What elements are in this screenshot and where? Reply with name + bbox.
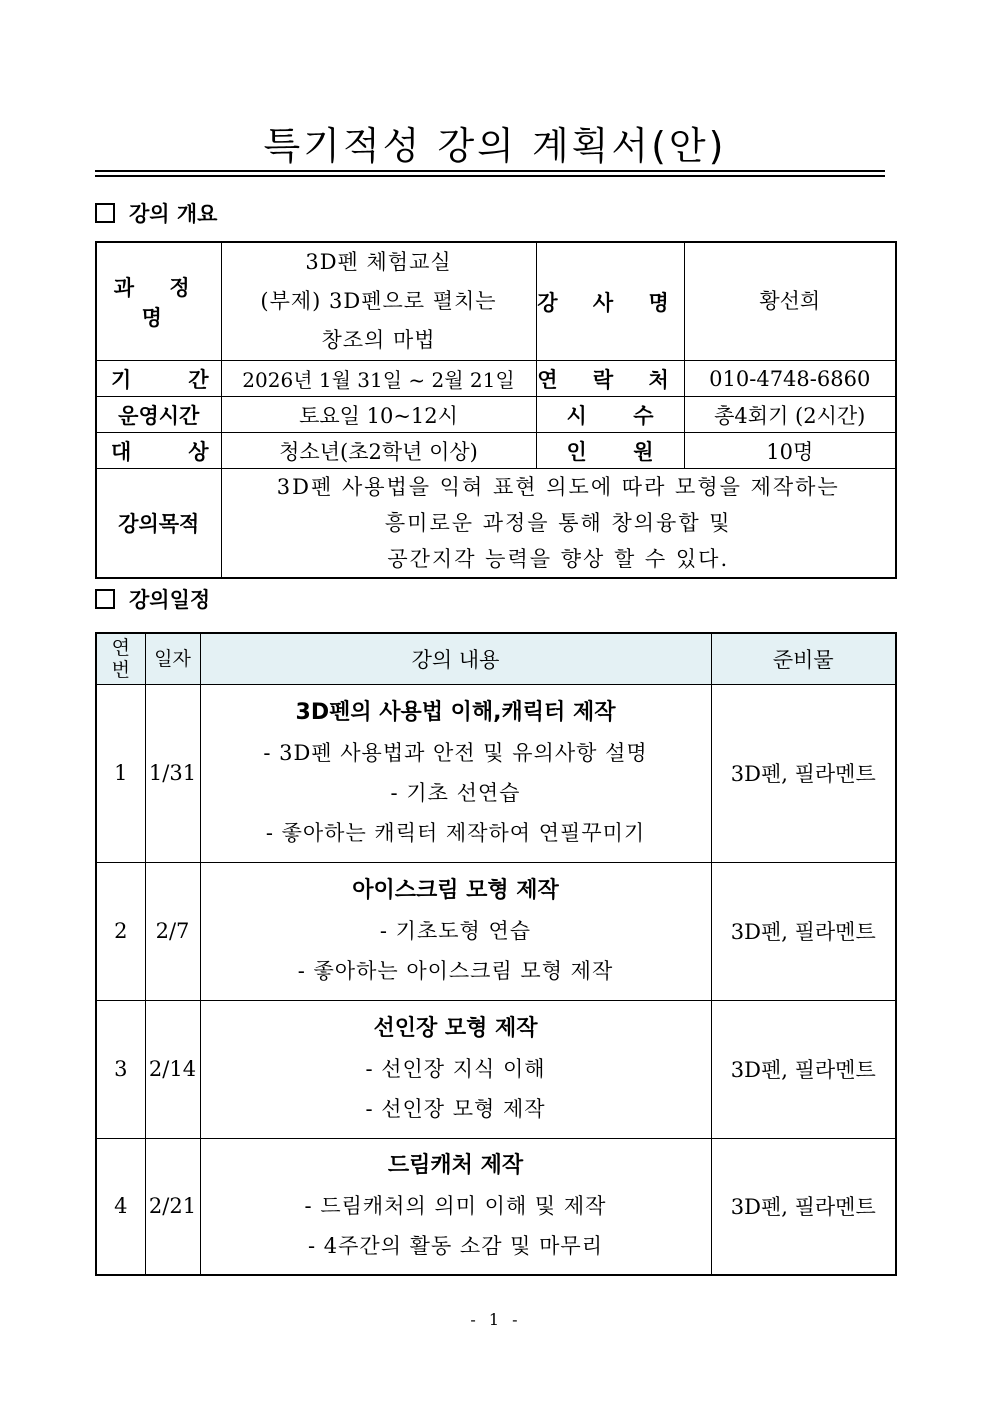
hours-row [96,397,896,433]
session-no: 2 [96,862,145,1000]
table-row [96,862,896,1000]
session-line: - 선인장 모형 제작 [365,1097,546,1121]
session-line: - 기초 선연습 [390,781,521,805]
course-name [221,242,536,361]
course-line: 창조의 마법 [321,328,436,352]
document-title: 특기적성 강의 계획서(안) [263,124,727,168]
hours-value: 토요일 10~12시 [221,397,536,433]
session-line: - 좋아하는 캐릭터 제작하여 연필꾸미기 [265,821,646,845]
checkbox-square-icon [95,203,115,223]
capacity-label-char: 인 [566,439,587,464]
table-row [96,684,896,862]
session-date: 1/31 [145,684,200,862]
header-no [96,633,145,684]
capacity-label [536,433,684,469]
sessions-label-char: 시 [566,403,587,428]
overview-heading-text: 강의 개요 [129,202,218,226]
session-line: - 3D펜 사용법과 안전 및 유의사항 설명 [263,741,648,765]
overview-table [95,241,897,579]
schedule-heading-text: 강의일정 [129,588,211,612]
schedule-header-row [96,633,896,684]
capacity-label-char: 원 [633,439,654,464]
header-date: 일자 [145,633,200,684]
course-row [96,242,896,361]
target-label-char: 상 [188,439,209,464]
purpose-line: 공간지각 능력을 향상 할 수 있다. [387,547,730,571]
session-line: - 좋아하는 아이스크림 모형 제작 [297,959,614,983]
session-content [200,1000,711,1138]
purpose-line: 3D펜 사용법을 익혀 표현 의도에 따라 모형을 제작하는 [276,475,840,499]
session-date: 2/14 [145,1000,200,1138]
session-content [200,862,711,1000]
page-number: - 1 - [470,1310,522,1329]
period-value: 2026년 1월 31일 ~ 2월 21일 [221,361,536,397]
header-no-top: 연 [111,636,130,659]
target-label [96,433,221,469]
hours-label: 운영시간 [96,397,221,433]
session-content [200,1138,711,1275]
session-title: 아이스크림 모형 제작 [352,878,559,903]
title-underline-bottom [95,175,885,177]
purpose-text [221,469,896,579]
session-content [200,684,711,862]
session-line: - 기초도형 연습 [379,919,532,943]
overview-heading [95,198,217,228]
session-materials: 3D펜, 필라멘트 [711,1138,896,1275]
sessions-value: 총4회기 (2시간) [684,397,896,433]
purpose-line: 흥미로운 과정을 통해 창의융합 및 [384,511,732,535]
header-no-bottom: 번 [111,658,130,681]
session-materials: 3D펜, 필라멘트 [711,862,896,1000]
session-line: - 드림캐처의 의미 이해 및 제작 [304,1194,607,1219]
session-no: 4 [96,1138,145,1275]
target-label-char: 대 [111,439,132,464]
capacity-value: 10명 [684,433,896,469]
session-line: - 4주간의 활동 소감 및 마무리 [308,1234,603,1259]
session-no: 1 [96,684,145,862]
header-materials: 준비물 [711,633,896,684]
checkbox-square-icon [95,589,115,609]
title-underline-top [95,170,885,172]
table-row [96,1138,896,1275]
schedule-table [95,632,897,1276]
course-line: 3D펜 체험교실 [305,250,452,274]
table-row [96,1000,896,1138]
session-title: 드림캐처 제작 [387,1153,524,1179]
session-title: 선인장 모형 제작 [373,1016,538,1041]
session-date: 2/7 [145,862,200,1000]
instructor-label: 강 사 명 [536,242,684,361]
schedule-heading [95,584,210,614]
sessions-label-char: 수 [633,403,654,428]
period-row [96,361,896,397]
course-label: 과 정 명 [96,242,221,361]
session-no: 3 [96,1000,145,1138]
sessions-label [536,397,684,433]
session-line: - 선인장 지식 이해 [365,1057,546,1081]
session-date: 2/21 [145,1138,200,1275]
target-row [96,433,896,469]
contact-value: 010-4748-6860 [684,361,896,397]
purpose-row [96,469,896,579]
target-value: 청소년(초2학년 이상) [221,433,536,469]
purpose-label: 강의목적 [96,469,221,579]
session-materials: 3D펜, 필라멘트 [711,684,896,862]
instructor-name: 황선희 [684,242,896,361]
session-title: 3D펜의 사용법 이해,캐릭터 제작 [295,700,616,725]
contact-label: 연 락 처 [536,361,684,397]
session-materials: 3D펜, 필라멘트 [711,1000,896,1138]
period-label-char: 기 [111,367,132,392]
period-label-char: 간 [188,367,209,392]
header-content: 강의 내용 [200,633,711,684]
period-label [96,361,221,397]
course-line: (부제) 3D펜으로 펼치는 [260,289,497,313]
